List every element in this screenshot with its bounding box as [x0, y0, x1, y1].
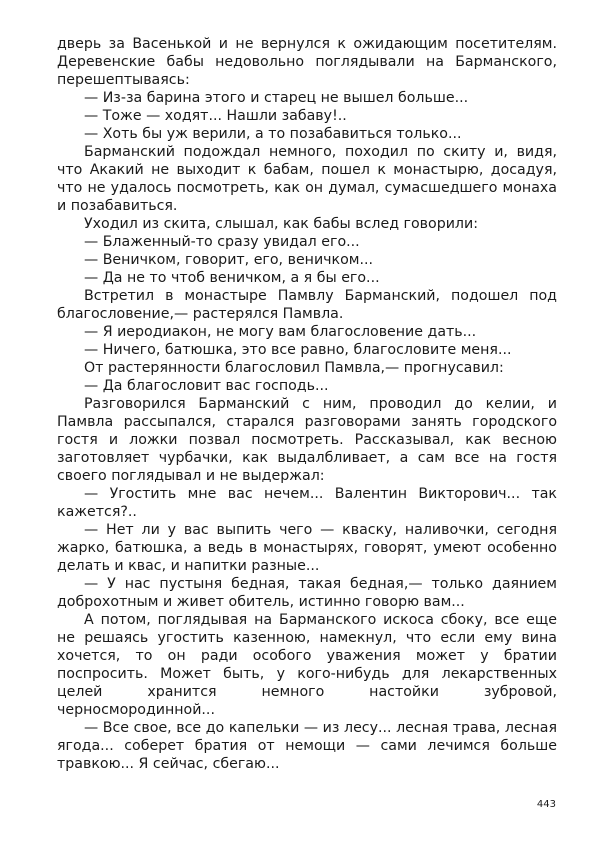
paragraph: — Ничего, батюшка, это все равно, благословите меня... [84, 342, 512, 358]
paragraph: — Веничком, говорит, его, веничком... [84, 252, 374, 268]
paragraph: — Все свое, все до капельки — из лесу... лесная трава, лесная ягода... соберет братия от немощи — сами лечимся больше травкою... Я сейчас, сбегаю... [57, 720, 557, 772]
paragraph: — Нет ли у вас выпить чего — кваску, наливочки, сегодня жарко, батюшка, а ведь в монастырях, говорят, умеют особенно делать и квас, и напитки разные... [57, 522, 557, 574]
paragraph: — Хоть бы уж верили, а то позабавиться только... [84, 126, 462, 142]
paragraph: — У нас пустыня бедная, такая бедная,— только даянием доброхотным и живет обитель, истинно говорю вам... [57, 576, 557, 610]
paragraph: — Тоже — ходят... Нашли забаву!.. [84, 108, 347, 124]
paragraph: Разговорился Барманский с ним, проводил до келии, и Памвла рассыпался, старался разговорами занять городского гостя и ложки позвал посмотреть. Рассказывал, как весною заготовляет чурбачки, как выдалбливает, а сам все на гостя своего поглядывал и не выдержал: [57, 396, 557, 484]
paragraph: — Да благословит вас господь... [84, 378, 329, 394]
paragraph: Уходил из скита, слышал, как бабы вслед говорили: [84, 216, 479, 232]
paragraph: — Да не то чтоб веничком, а я бы его... [84, 270, 380, 286]
paragraph: дверь за Васенькой и не вернулся к ожидающим посетителям. Деревенские бабы недовольно поглядывали на Барманского, перешептываясь: [57, 36, 557, 88]
paragraph: Барманский подождал немного, походил по скиту и, видя, что Акакий не выходит к бабам, пошел к монастырю, досадуя, что не удалось посмотреть, как он думал, сумасшедшего монаха и позабавиться. [57, 144, 557, 214]
paragraph: От растерянности благословил Памвла,— прогнусавил: [84, 360, 504, 376]
paragraph: — Я иеродиакон, не могу вам благословение дать... [84, 324, 477, 340]
paragraph: Встретил в монастыре Памвлу Барманский, подошел под благословение,— растерялся Памвла. [57, 288, 557, 322]
page-number: 443 [536, 799, 556, 810]
page-body [57, 35, 557, 773]
paragraph: — Блаженный-то сразу увидал его... [84, 234, 360, 250]
paragraph: А потом, поглядывая на Барманского искоса сбоку, все еще не решаясь угостить казенною, намекнул, что если ему вина хочется, то он ради особого уважения может у братии поспросить. Может быть, у кого-нибудь для лекарственных целей хранится немного настойки зубровой, черносмородинной... [57, 612, 557, 718]
paragraph: — Угостить мне вас нечем... Валентин Викторович... так кажется?.. [57, 486, 557, 520]
paragraph: — Из-за барина этого и старец не вышел больше... [84, 90, 469, 106]
